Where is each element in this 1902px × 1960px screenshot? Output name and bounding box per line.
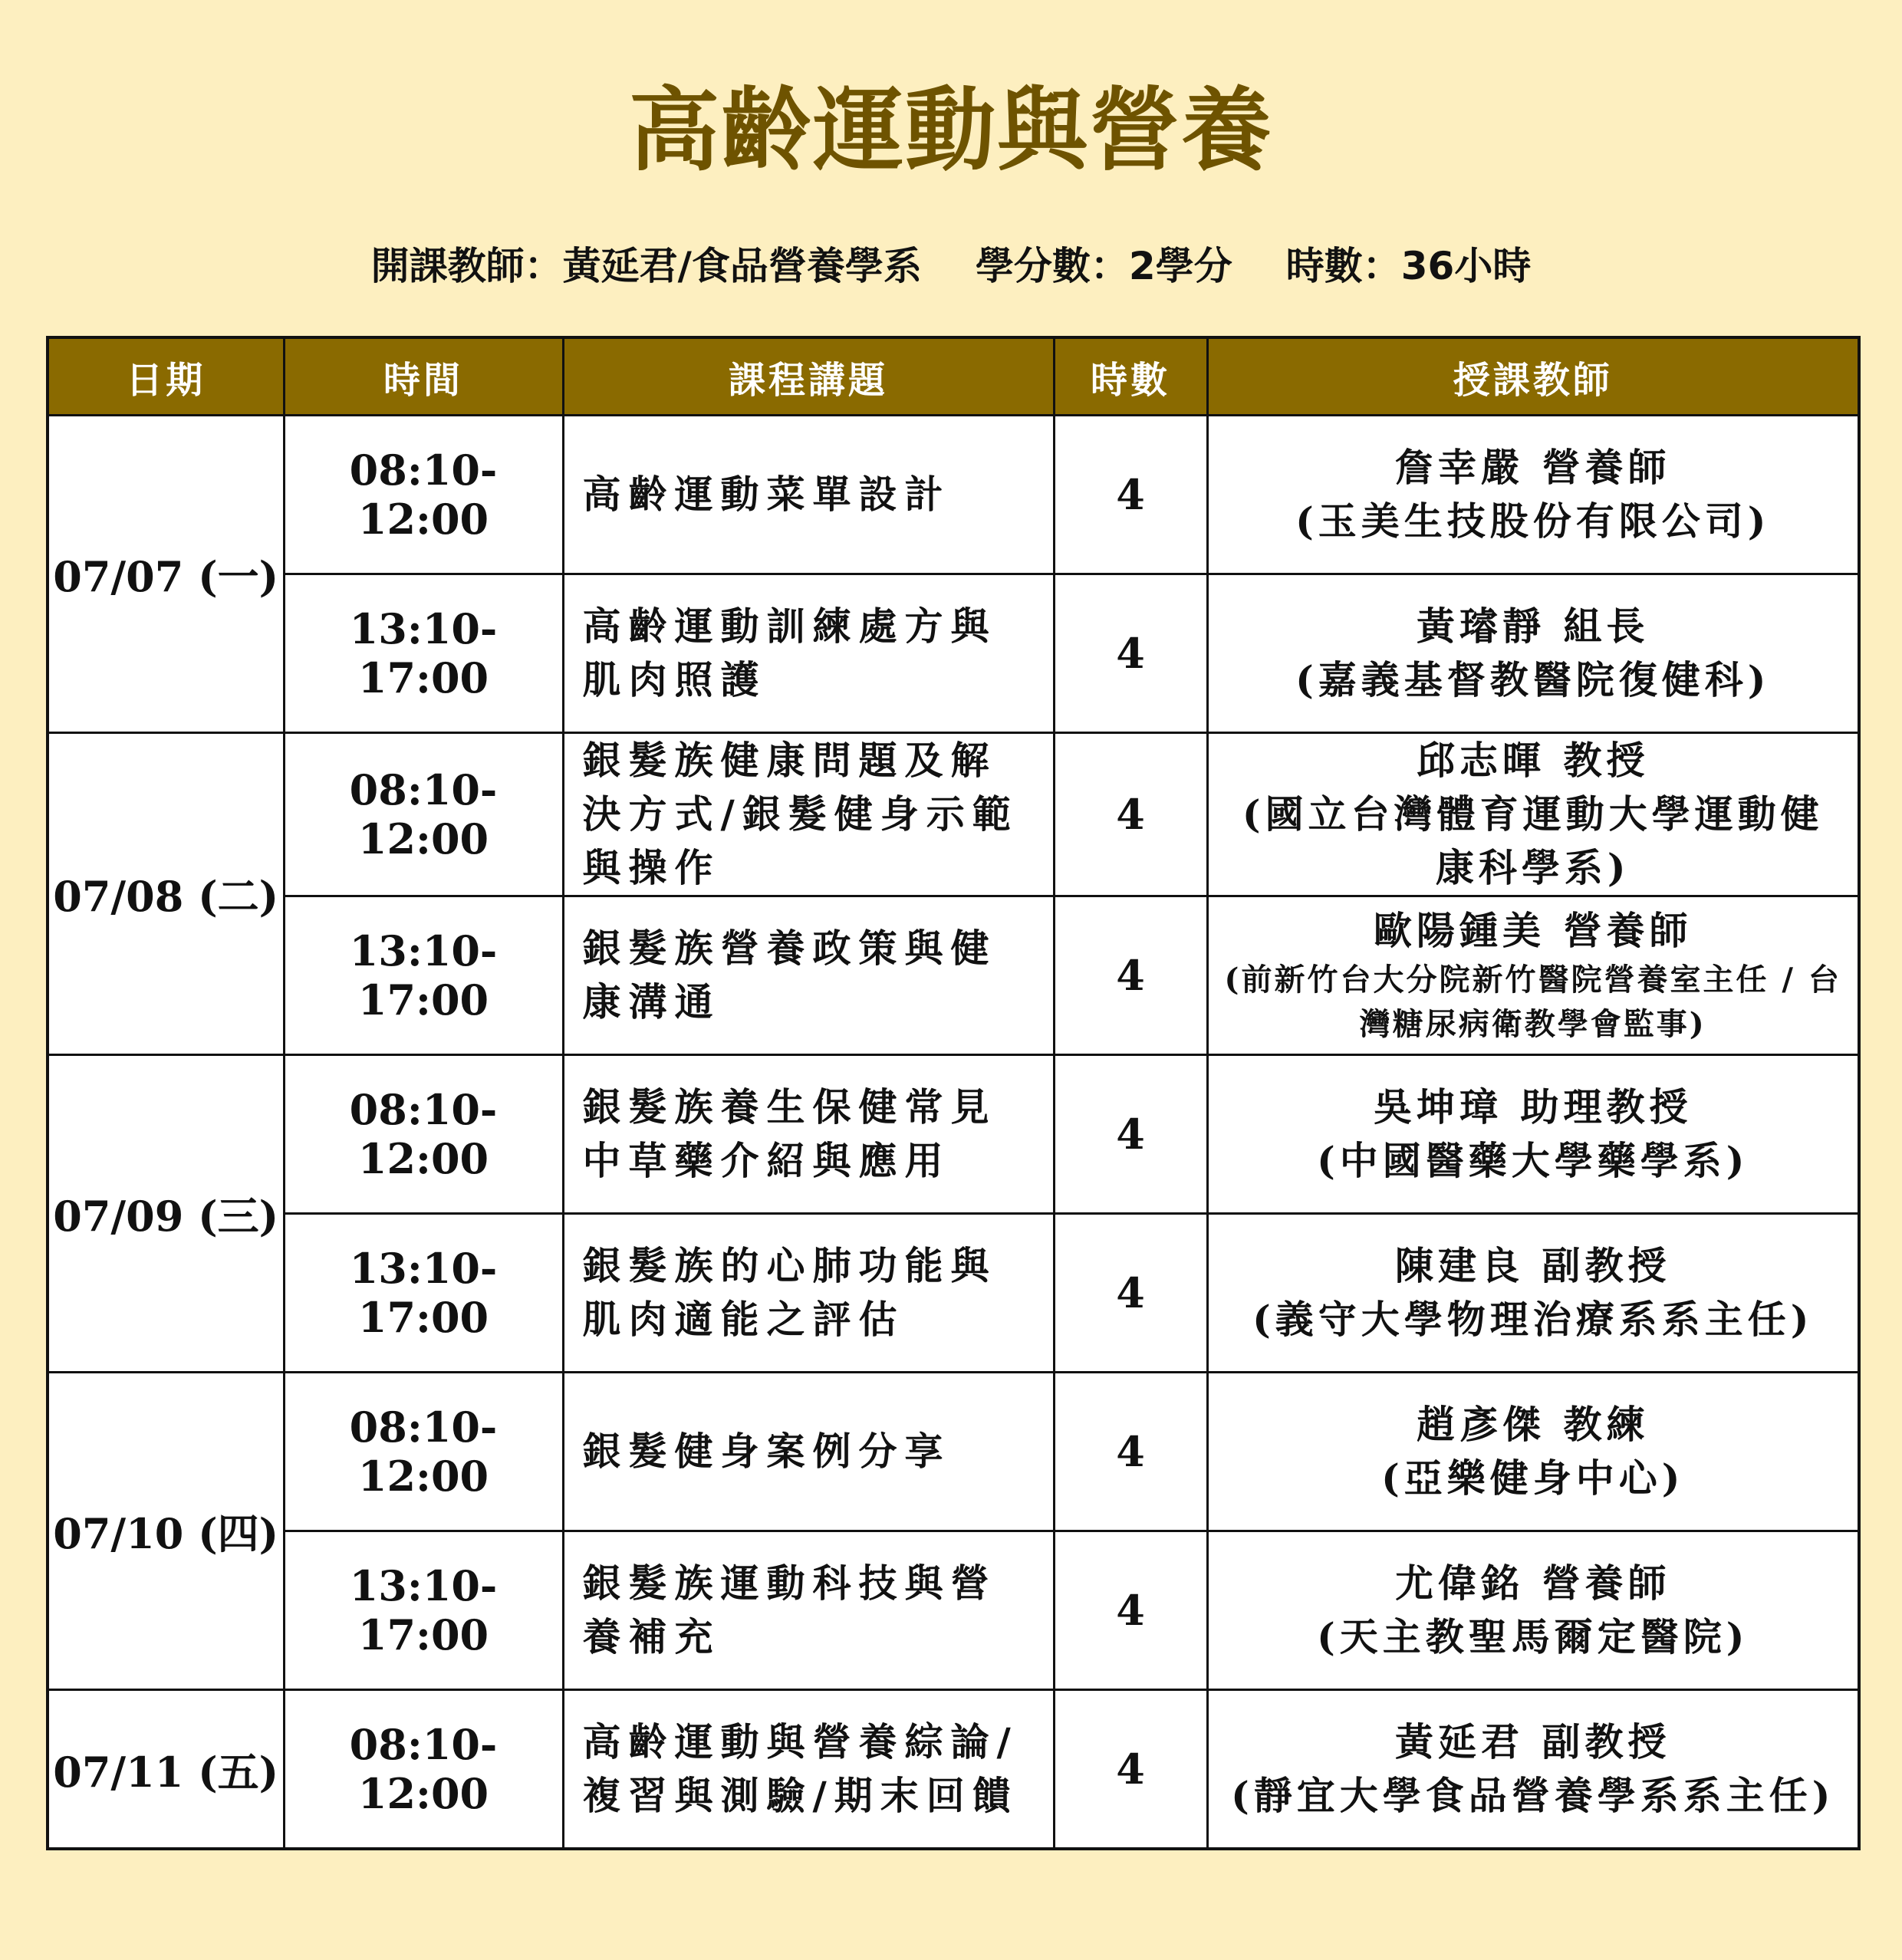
teacher-cell [1207,1055,1859,1214]
header-teacher: 授課教師 [1207,337,1859,416]
hours-cell: 4 [1054,574,1207,733]
schedule-table [46,336,1861,1850]
header-hours: 時數 [1054,337,1207,416]
table-row [48,416,1859,574]
header-topic: 課程講題 [563,337,1054,416]
topic-cell: 銀髮健身案例分享 [563,1373,1054,1531]
credits-info: 學分數：2學分 [975,244,1232,288]
table-row [48,1531,1859,1690]
date-cell: 07/08 (二) [48,733,284,1055]
teacher-name: 尤偉銘 營養師 [1395,1560,1671,1606]
teacher-name: 趙彥傑 教練 [1417,1402,1650,1447]
hours-cell: 4 [1054,1214,1207,1373]
teacher-org: (玉美生技股份有限公司) [1295,498,1771,544]
teacher-cell [1207,896,1859,1055]
teacher-name: 詹幸嚴 營養師 [1395,445,1671,490]
teacher-cell [1207,574,1859,733]
time-cell: 08:10-12:00 [284,1373,563,1531]
table-row [48,896,1859,1055]
hours-cell: 4 [1054,733,1207,896]
hours-cell: 4 [1054,1055,1207,1214]
time-cell: 08:10-12:00 [284,416,563,574]
hours-cell: 4 [1054,1373,1207,1531]
course-meta [0,239,1902,293]
table-row [48,733,1859,896]
teacher-org: (嘉義基督教醫院復健科) [1295,657,1771,702]
instructor-info: 開課教師：黃延君/食品營養學系 [370,244,922,288]
teacher-org: (靜宜大學食品營養學系系主任) [1231,1773,1835,1818]
time-cell: 13:10-17:00 [284,896,563,1055]
teacher-org: (前新竹台大分院新竹醫院營養室主任 / 台灣糖尿病衛教學會監事) [1224,962,1841,1042]
teacher-cell [1207,1214,1859,1373]
table-row [48,1214,1859,1373]
teacher-cell [1207,1690,1859,1850]
teacher-name: 黃璿靜 組長 [1417,603,1650,649]
table-row [48,1373,1859,1531]
date-cell: 07/09 (三) [48,1055,284,1373]
topic-cell: 銀髮族運動科技與營養補充 [563,1531,1054,1690]
time-cell: 13:10-17:00 [284,1531,563,1690]
table-row [48,574,1859,733]
page-title: 高齡運動與營養 [628,77,1273,183]
topic-cell: 銀髮族健康問題及解決方式/銀髮健身示範與操作 [563,733,1054,896]
time-cell: 08:10-12:00 [284,1690,563,1850]
topic-cell: 高齡運動菜單設計 [563,416,1054,574]
hours-info: 時數：36小時 [1285,244,1532,288]
topic-cell: 高齡運動與營養綜論/複習與測驗/期末回饋 [563,1690,1054,1850]
time-cell: 08:10-12:00 [284,733,563,896]
table-row [48,1055,1859,1214]
teacher-org: (國立台灣體育運動大學運動健康科學系) [1242,791,1824,890]
header-date: 日期 [48,337,284,416]
hours-cell: 4 [1054,1531,1207,1690]
time-cell: 08:10-12:00 [284,1055,563,1214]
topic-cell: 銀髮族養生保健常見中草藥介紹與應用 [563,1055,1054,1214]
hours-cell: 4 [1054,416,1207,574]
topic-cell: 銀髮族營養政策與健康溝通 [563,896,1054,1055]
date-cell: 07/07 (一) [48,416,284,733]
teacher-cell [1207,1531,1859,1690]
teacher-name: 黃延君 副教授 [1395,1719,1671,1764]
teacher-name: 歐陽鍾美 營養師 [1374,908,1693,953]
teacher-cell [1207,733,1859,896]
time-cell: 13:10-17:00 [284,1214,563,1373]
table-header-row [48,337,1859,416]
table-row [48,1690,1859,1850]
hours-cell: 4 [1054,896,1207,1055]
teacher-name: 邱志暉 教授 [1417,738,1650,783]
date-cell: 07/11 (五) [48,1690,284,1850]
teacher-org: (天主教聖馬爾定醫院) [1317,1614,1749,1659]
header-time: 時間 [284,337,563,416]
topic-cell: 高齡運動訓練處方與肌肉照護 [563,574,1054,733]
teacher-cell [1207,416,1859,574]
teacher-org: (亞樂健身中心) [1381,1455,1685,1501]
time-cell: 13:10-17:00 [284,574,563,733]
teacher-cell [1207,1373,1859,1531]
teacher-name: 吳坤璋 助理教授 [1374,1084,1693,1130]
hours-cell: 4 [1054,1690,1207,1850]
date-cell: 07/10 (四) [48,1373,284,1690]
teacher-org: (中國醫藥大學藥學系) [1317,1138,1749,1183]
topic-cell: 銀髮族的心肺功能與肌肉適能之評估 [563,1214,1054,1373]
teacher-name: 陳建良 副教授 [1395,1243,1671,1288]
teacher-org: (義守大學物理治療系系主任) [1252,1297,1814,1342]
